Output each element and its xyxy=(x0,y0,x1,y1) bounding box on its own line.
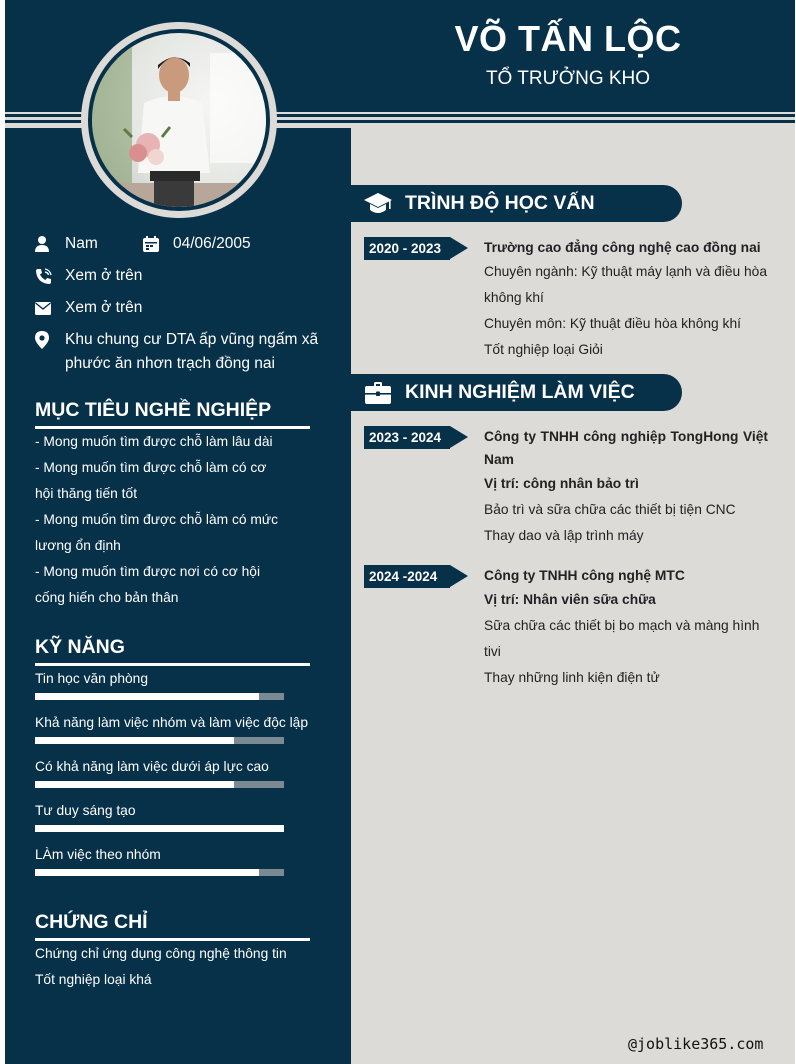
education-entry xyxy=(484,236,768,363)
email-row xyxy=(35,296,142,320)
experience-heading: KINH NGHIỆM LÀM VIỆC xyxy=(405,381,635,403)
experience-entry xyxy=(484,564,768,691)
profile-photo xyxy=(92,33,266,207)
certificates-text xyxy=(35,941,305,993)
envelope-icon xyxy=(35,296,65,320)
skill-bar-fill xyxy=(35,693,259,700)
skill-label: Tin học văn phòng xyxy=(35,671,149,686)
job-detail: tivi xyxy=(484,644,501,659)
objective-line: cống hiến cho bản thân xyxy=(35,590,179,605)
objective-line: lương ổn định xyxy=(35,538,121,553)
objective-line: - Mong muốn tìm được chỗ làm lâu dài xyxy=(35,434,273,449)
calendar-icon xyxy=(143,232,173,256)
education-heading: TRÌNH ĐỘ HỌC VẤN xyxy=(405,192,595,214)
job-detail: Sữa chữa các thiết bị bo mạch và màng hình xyxy=(484,618,760,633)
skill-bar xyxy=(35,781,284,788)
job-role: Vị trí: công nhân bảo trì xyxy=(484,476,639,491)
skill-bar-fill xyxy=(35,825,284,832)
skill-label: LÀm việc theo nhóm xyxy=(35,847,161,862)
period-label: 2023 - 2024 xyxy=(364,426,450,449)
objective-line: - Mong muốn tìm được chỗ làm có mức xyxy=(35,512,278,527)
school-name: Trường cao đẳng công nghệ cao đồng nai xyxy=(484,240,761,255)
education-detail: không khí xyxy=(484,290,544,305)
email-value: Xem ở trên xyxy=(65,299,143,316)
job-detail: Thay những linh kiện điện tử xyxy=(484,670,660,685)
person-photo-icon xyxy=(92,33,266,207)
certificate-line: Tốt nghiệp loại khá xyxy=(35,972,152,987)
education-detail: Tốt nghiệp loại Giỏi xyxy=(484,342,603,357)
company-name: Công ty TNHH công nghiệp TongHong Việt Nam xyxy=(484,429,768,467)
objective-line: hội thăng tiến tốt xyxy=(35,486,138,501)
gender-row xyxy=(35,232,98,256)
skill-bar-fill xyxy=(35,737,234,744)
objective-line: - Mong muốn tìm được chỗ làm có cơ xyxy=(35,460,267,475)
objective-text xyxy=(35,429,305,611)
education-section-header xyxy=(351,185,682,222)
experience-entry xyxy=(484,425,768,549)
briefcase-icon xyxy=(351,382,405,404)
period-label: 2024 -2024 xyxy=(364,565,450,588)
objective-line: - Mong muốn tìm được nơi có cơ hội xyxy=(35,564,261,579)
skill-bar-fill xyxy=(35,869,259,876)
skill-label: Tư duy sáng tạo xyxy=(35,803,136,818)
address-value: Khu chung cư DTA ấp vũng ngấm xã phước ăn nhơn trạch đồng nai xyxy=(65,331,319,372)
skill-bar xyxy=(35,693,284,700)
job-detail: Thay dao và lập trình máy xyxy=(484,528,644,543)
skill-label: Khả năng làm việc nhóm và làm việc độc lập xyxy=(35,715,309,730)
watermark: @joblike365.com xyxy=(628,1035,764,1053)
graduation-cap-icon xyxy=(351,192,405,216)
job-detail: Bảo trì và sữa chữa các thiết bị tiện CNC xyxy=(484,502,736,517)
map-pin-icon xyxy=(35,328,65,352)
skills-divider xyxy=(35,663,310,666)
certificate-line: Chứng chỉ ứng dụng công nghệ thông tin xyxy=(35,946,287,961)
phone-icon xyxy=(35,264,65,288)
skill-bar-fill xyxy=(35,781,234,788)
gender-value: Nam xyxy=(65,235,98,252)
cv-page xyxy=(5,0,795,1064)
skill-bar xyxy=(35,825,284,832)
birthday-value: 04/06/2005 xyxy=(173,235,251,252)
education-detail: Chuyên môn: Kỹ thuật điều hòa không khí xyxy=(484,316,741,331)
phone-row xyxy=(35,264,142,288)
experience-period-tag xyxy=(364,426,468,449)
candidate-name: VÕ TẤN LỘC xyxy=(454,18,682,59)
company-name: Công ty TNHH công nghệ MTC xyxy=(484,568,685,583)
objective-heading: MỤC TIÊU NGHỀ NGHIỆP xyxy=(35,399,272,421)
experience-period-tag xyxy=(364,565,468,588)
skill-bar xyxy=(35,869,284,876)
birthday-row xyxy=(143,232,251,256)
skill-label: Có khả năng làm việc dưới áp lực cao xyxy=(35,759,269,774)
user-icon xyxy=(35,232,65,256)
job-role: Vị trí: Nhân viên sữa chữa xyxy=(484,592,656,607)
period-label: 2020 - 2023 xyxy=(364,237,450,260)
experience-section-header xyxy=(351,374,682,411)
education-detail: Chuyên ngành: Kỹ thuật máy lạnh và điều hòa xyxy=(484,264,768,279)
job-title: TỔ TRƯỞNG KHO xyxy=(485,68,651,89)
avatar xyxy=(81,22,277,218)
address-row xyxy=(35,328,335,376)
certificates-heading: CHỨNG CHỈ xyxy=(35,911,148,933)
phone-value: Xem ở trên xyxy=(65,267,143,284)
skill-bar xyxy=(35,737,284,744)
skills-heading: KỸ NĂNG xyxy=(35,636,125,658)
education-period-tag xyxy=(364,237,468,260)
